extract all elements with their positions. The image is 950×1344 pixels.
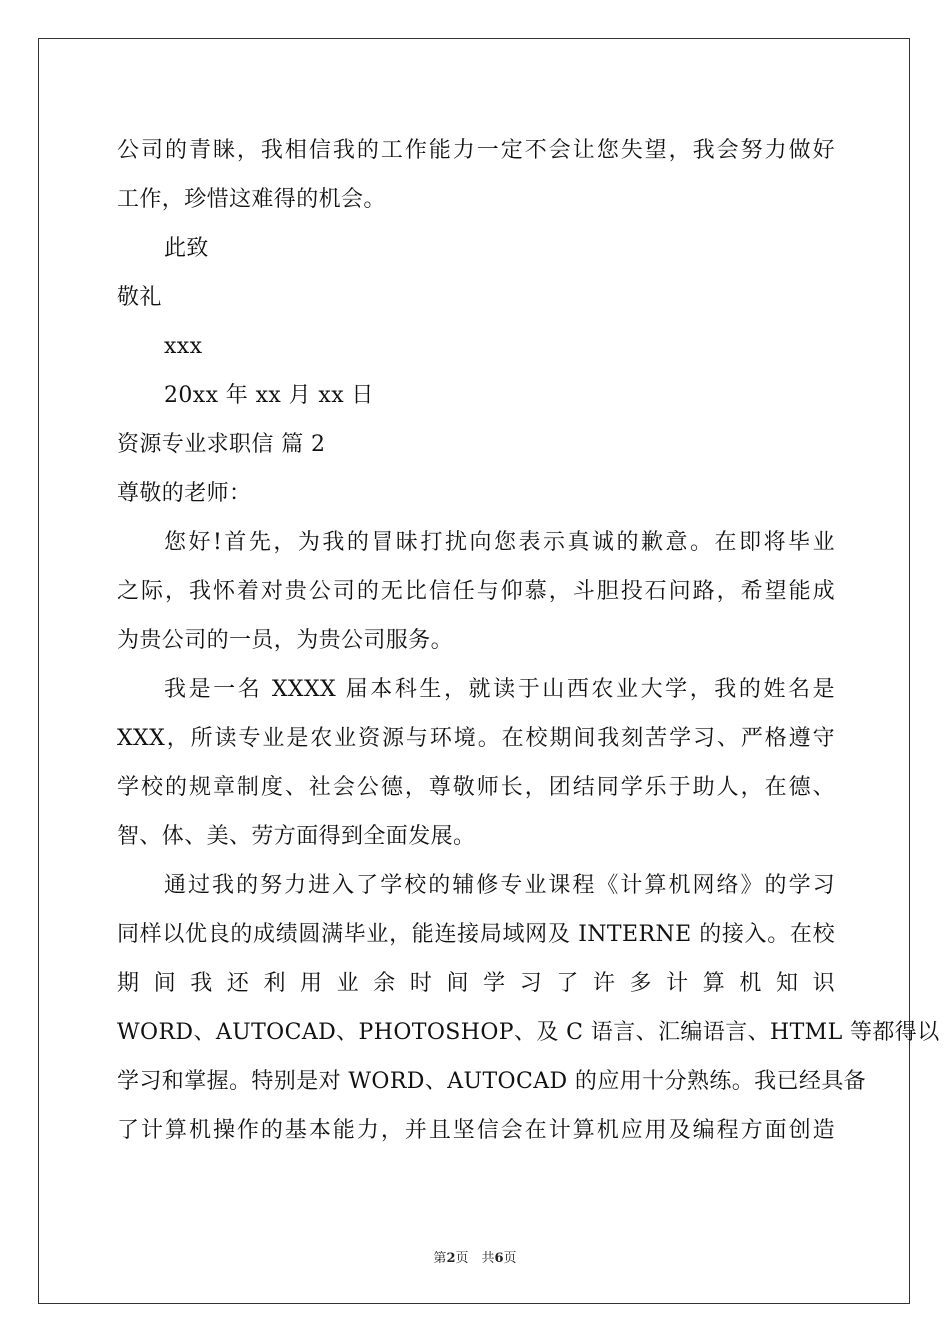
page-current: 2 [446, 1251, 456, 1266]
page-prefix: 第 [433, 1251, 447, 1266]
body-line: 工作，珍惜这难得的机会。 [117, 187, 386, 212]
closing-regards: 敬礼 [117, 285, 162, 310]
signature-date: 20xx 年 xx 月 xx 日 [164, 383, 374, 408]
body-line: WORD、AUTOCAD、PHOTOSHOP、及 C 语言、汇编语言、HTML 等都得以 [117, 1020, 940, 1045]
page-mid: 页 共 [455, 1251, 495, 1266]
body-line: 学习和掌握。特别是对 WORD、AUTOCAD 的应用十分熟练。我已经具备 [117, 1069, 867, 1094]
page-footer [0, 1247, 950, 1266]
signature-name: xxx [164, 334, 203, 359]
body-line: 公司的青睐，我相信我的工作能力一定不会让您失望，我会努力做好 [117, 138, 835, 163]
body-line: 学校的规章制度、社会公德，尊敬师长，团结同学乐于助人，在德、 [117, 775, 835, 800]
section-heading: 资源专业求职信 篇 2 [117, 432, 326, 457]
page-suffix: 页 [503, 1251, 517, 1266]
body-line: 智、体、美、劳方面得到全面发展。 [117, 824, 476, 849]
body-line: 我是一名 XXXX 届本科生，就读于山西农业大学，我的姓名是 [164, 677, 835, 702]
body-line: 为贵公司的一员，为贵公司服务。 [117, 628, 454, 653]
page-total: 6 [494, 1251, 504, 1266]
body-line: 了计算机操作的基本能力，并且坚信会在计算机应用及编程方面创造 [117, 1118, 835, 1143]
document-body [117, 126, 940, 1155]
body-line: XXX，所读专业是农业资源与环境。在校期间我刻苦学习、严格遵守 [117, 726, 835, 751]
body-line: 同样以优良的成绩圆满毕业，能连接局域网及 INTERNE 的接入。在校 [117, 922, 835, 947]
body-line: 之际，我怀着对贵公司的无比信任与仰慕，斗胆投石问路，希望能成 [117, 579, 835, 604]
closing-salutation: 此致 [164, 236, 209, 261]
body-line: 您好!首先，为我的冒昧打扰向您表示真诚的歉意。在即将毕业 [164, 530, 835, 555]
body-line: 通过我的努力进入了学校的辅修专业课程《计算机网络》的学习 [164, 873, 835, 898]
body-line: 期 间 我 还 利 用 业 余 时 间 学 习 了 许 多 计 算 机 知 识 [117, 971, 835, 996]
greeting: 尊敬的老师： [117, 481, 252, 506]
